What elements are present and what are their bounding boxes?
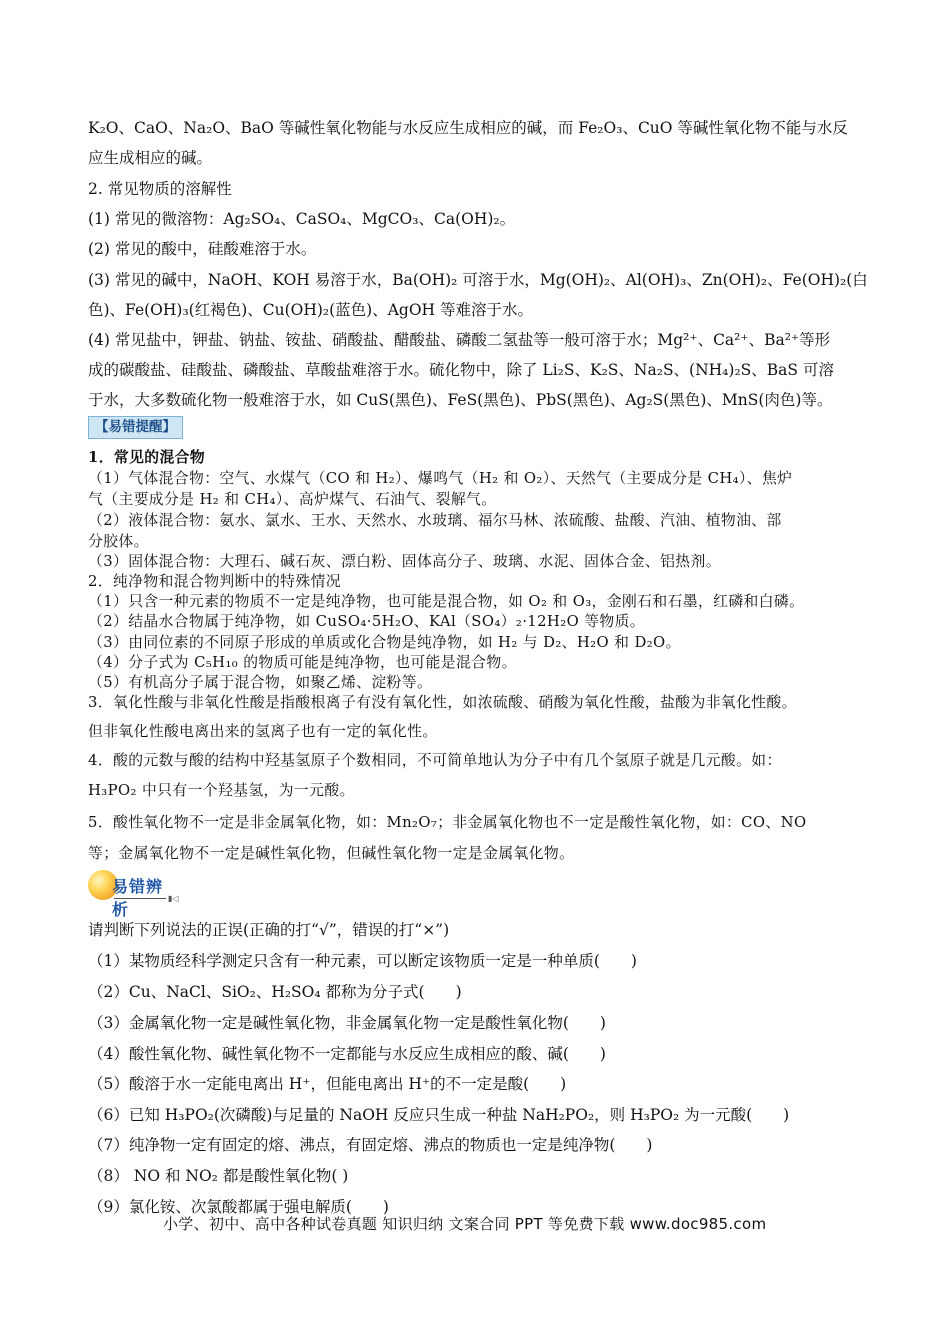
text-line: （3）由同位素的不同原子形成的单质或化合物是纯净物，如 H₂ 与 D₂、H₂O 和 D₂O。 xyxy=(88,634,681,651)
text-line: （4）分子式为 C₅H₁₀ 的物质可能是纯净物，也可能是混合物。 xyxy=(88,654,517,671)
text-line: 气（主要成分是 H₂ 和 CH₄）、高炉煤气、石油气、裂解气。 xyxy=(88,491,497,508)
text-line: 4．酸的元数与酸的结构中羟基氢原子个数相同，不可简单地认为分子中有几个氢原子就是几元酸。如： xyxy=(88,752,782,769)
text-line: H₃PO₂ 中只有一个羟基氢，为一元酸。 xyxy=(88,782,355,799)
text-line: (3) 常见的碱中，NaOH、KOH 易溶于水，Ba(OH)₂ 可溶于水，Mg(OH)₂、Al(OH)₃、Zn(OH)₂、Fe(OH)₂(白 xyxy=(88,271,868,289)
text-line: 色)、Fe(OH)₃(红褐色)、Cu(OH)₂(蓝色)、AgOH 等难溶于水。 xyxy=(88,301,533,319)
section-heading: 1．常见的混合物 xyxy=(88,449,206,466)
question-item: （5）酸溶于水一定能电离出 H⁺，但能电离出 H⁺的不一定是酸( ) xyxy=(88,1075,567,1093)
text-line: (2) 常见的酸中，硅酸难溶于水。 xyxy=(88,240,317,258)
badge-label: 易错辨析 xyxy=(112,877,164,919)
question-item: （2）Cu、NaCl、SiO₂、H₂SO₄ 都称为分子式( ) xyxy=(88,983,462,1001)
section-heading: 2. 常见物质的溶解性 xyxy=(88,180,232,198)
question-item: （9）氯化铵、次氯酸都属于强电解质( ) xyxy=(88,1198,389,1216)
text-line: K₂O、CaO、Na₂O、BaO 等碱性氧化物能与水反应生成相应的碱，而 Fe₂O₃、CuO 等碱性氧化物不能与水反 xyxy=(88,119,848,137)
text-line: 于水，大多数硫化物一般难溶于水，如 CuS(黑色)、FeS(黑色)、PbS(黑色)、Ag₂S(黑色)、MnS(肉色)等。 xyxy=(88,391,833,409)
text-line: 等；金属氧化物不一定是碱性氧化物，但碱性氧化物一定是金属氧化物。 xyxy=(88,845,575,862)
text-line: 3．氧化性酸与非氧化性酸是指酸根离子有没有氧化性，如浓硫酸、硝酸为氧化性酸，盐酸为非氧化性酸。 xyxy=(88,694,797,711)
question-item: （3）金属氧化物一定是碱性氧化物，非金属氧化物一定是酸性氧化物( ) xyxy=(88,1014,606,1032)
text-line: 成的碳酸盐、硅酸盐、磷酸盐、草酸盐难溶于水。硫化物中，除了 Li₂S、K₂S、Na₂S、(NH₄)₂S、BaS 可溶 xyxy=(88,361,834,379)
question-item: （1）某物质经科学测定只含有一种元素，可以断定该物质一定是一种单质( ) xyxy=(88,952,637,970)
question-item: （4）酸性氧化物、碱性氧化物不一定都能与水反应生成相应的酸、碱( ) xyxy=(88,1045,606,1063)
question-item: （7）纯净物一定有固定的熔、沸点，有固定熔、沸点的物质也一定是纯净物( ) xyxy=(88,1136,653,1154)
text-line: 分胶体。 xyxy=(88,533,149,550)
section-heading: 2．纯净物和混合物判断中的特殊情况 xyxy=(88,573,341,590)
text-line: （5）有机高分子属于混合物，如聚乙烯、淀粉等。 xyxy=(88,674,433,691)
text-line: 5．酸性氧化物不一定是非金属氧化物，如：Mn₂O₇；非金属氧化物也不一定是酸性氧化物，如：CO、NO xyxy=(88,814,807,831)
text-line: (4) 常见盐中，钾盐、钠盐、铵盐、硝酸盐、醋酸盐、磷酸二氢盐等一般可溶于水；Mg²⁺、Ca²⁺、Ba²⁺等形 xyxy=(88,331,831,349)
text-line: （1）只含一种元素的物质不一定是纯净物，也可能是混合物，如 O₂ 和 O₃，金刚石和石墨，红磷和白磷。 xyxy=(88,593,805,610)
text-line: 但非氧化性酸电离出来的氢离子也有一定的氧化性。 xyxy=(88,723,438,740)
text-line: （2）液体混合物：氨水、氯水、王水、天然水、水玻璃、福尔马林、浓硫酸、盐酸、汽油、植物油、部 xyxy=(88,512,782,529)
text-line: （1）气体混合物：空气、水煤气（CO 和 H₂）、爆鸣气（H₂ 和 O₂）、天然气（主要成分是 CH₄）、焦炉 xyxy=(88,470,793,487)
instruction-text: 请判断下列说法的正误(正确的打“√”，错误的打“×”) xyxy=(88,921,450,939)
badge-arrow-icon: ▮◁ xyxy=(168,894,179,903)
text-line: （2）结晶水合物属于纯净物，如 CuSO₄·5H₂O、KAl（SO₄）₂·12H₂O 等物质。 xyxy=(88,613,645,630)
footer-text: 小学、初中、高中各种试卷真题 知识归纳 文案合同 PPT 等免费下载 www.doc985.com xyxy=(163,1215,767,1233)
text-line: （3）固体混合物：大理石、碱石灰、漂白粉、固体高分子、玻璃、水泥、固体合金、铝热剂。 xyxy=(88,553,721,570)
badge-underline xyxy=(114,898,166,899)
question-item: （6）已知 H₃PO₂(次磷酸)与足量的 NaOH 反应只生成一种盐 NaH₂PO₂，则 H₃PO₂ 为一元酸( ) xyxy=(88,1106,790,1124)
section-badge xyxy=(88,868,179,919)
text-line: (1) 常见的微溶物：Ag₂SO₄、CaSO₄、MgCO₃、Ca(OH)₂。 xyxy=(88,210,516,228)
tips-tag: 【易错提醒】 xyxy=(88,416,183,439)
question-item: （8） NO 和 NO₂ 都是酸性氧化物( ) xyxy=(88,1167,349,1185)
text-line: 应生成相应的碱。 xyxy=(88,149,213,167)
